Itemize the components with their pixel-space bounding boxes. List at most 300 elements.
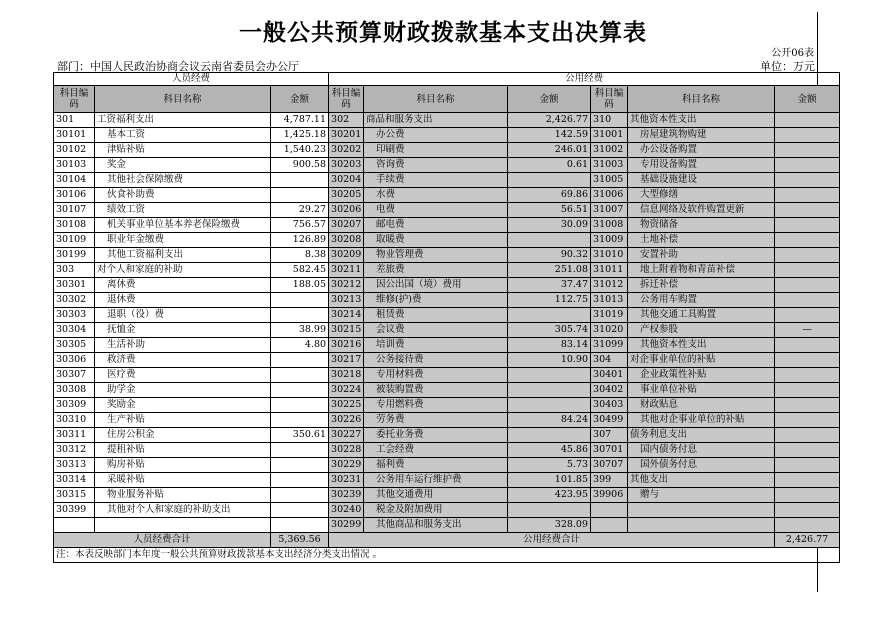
cell-code: 30310 [54,413,95,428]
cell-name: 购房补贴 [95,458,271,473]
cell-amount: 4.80 [271,338,329,353]
table-row [54,353,840,368]
cell-code: 31008 [591,218,628,233]
cell-amount [775,383,840,398]
table-row [54,413,840,428]
cell-amount: 900.58 [271,158,329,173]
cell-code: 30225 [329,398,364,413]
cell-code: 39906 [591,488,628,503]
cell-amount [775,503,840,518]
cell-name: 国内债务付息 [628,443,775,458]
cell-name: 其他商品和服务支出 [364,518,508,533]
cell-amount: 246.01 [508,143,591,158]
cell-code: 30401 [591,368,628,383]
cell-amount [271,293,329,308]
cell-code: 30399 [54,503,95,518]
cell-amount [271,398,329,413]
cell-code: 30499 [591,413,628,428]
cell-amount [508,308,591,323]
cell-code: 30209 [329,248,364,263]
cell-name: 其他交通工具购置 [628,308,775,323]
cell-name: 产权参股 [628,323,775,338]
cell-code: 30309 [54,398,95,413]
cell-name: 其他社会保障缴费 [95,173,271,188]
cell-amount [271,188,329,203]
cell-code: 30304 [54,323,95,338]
cell-name: 租赁费 [364,308,508,323]
cell-name: 被装购置费 [364,383,508,398]
cell-code: 30202 [329,143,364,158]
cell-amount: 126.89 [271,233,329,248]
cell-name: 奖金 [95,158,271,173]
cell-name [628,503,775,518]
cell-amount [775,248,840,263]
report-title: 一般公共预算财政拨款基本支出决算表 [239,20,647,46]
cell-name: 津贴补贴 [95,143,271,158]
table-row [54,128,840,143]
cell-name: 退职（役）费 [95,308,271,323]
cell-amount [271,443,329,458]
cell-name: 其他资本性支出 [628,338,775,353]
cell-name: 提租补贴 [95,443,271,458]
cell-code [54,518,95,533]
cell-code: 30315 [54,488,95,503]
cell-code: 30308 [54,383,95,398]
cell-name: 对个人和家庭的补助 [95,263,271,278]
cell-amount: 37.47 [508,278,591,293]
cell-code: 30199 [54,248,95,263]
header-code: 科目编码 [591,86,628,113]
cell-code: 30227 [329,428,364,443]
table-row [54,278,840,293]
cell-code: 31019 [591,308,628,323]
cell-amount [775,173,840,188]
cell-amount: 582.45 [271,263,329,278]
table-row [54,158,840,173]
cell-name: 生活补助 [95,338,271,353]
cell-amount [775,158,840,173]
cell-amount [775,473,840,488]
group-personnel: 人员经费 [54,73,329,86]
cell-amount [508,383,591,398]
cell-name: 赠与 [628,488,775,503]
cell-code: 30215 [329,323,364,338]
cell-amount [775,353,840,368]
cell-amount: 350.61 [271,428,329,443]
cell-code: 31099 [591,338,628,353]
cell-code: 30217 [329,353,364,368]
cell-amount [775,308,840,323]
cell-name: 税金及附加费用 [364,503,508,518]
cell-code: 30212 [329,278,364,293]
table-row [54,488,840,503]
table-row [54,443,840,458]
cell-code: 30205 [329,188,364,203]
table-row [54,143,840,158]
cell-code: 30103 [54,158,95,173]
cell-code: 30207 [329,218,364,233]
cell-name: 培训费 [364,338,508,353]
cell-name: 公务用车购置 [628,293,775,308]
cell-code: 30228 [329,443,364,458]
cell-amount [271,473,329,488]
cell-name: 土地补偿 [628,233,775,248]
table-row [54,173,840,188]
cell-amount [508,428,591,443]
cell-amount: — [775,323,840,338]
cell-amount [271,488,329,503]
cell-name: 助学金 [95,383,271,398]
table-note: 注：本表反映部门本年度一般公共预算财政拨款基本支出经济分类支出情况 。 [54,548,840,563]
cell-name: 信息网络及软件购置更新 [628,203,775,218]
cell-name: 安置补助 [628,248,775,263]
table-row [54,398,840,413]
cell-name: 其他资本性支出 [628,113,775,128]
cell-name: 工资福利支出 [95,113,271,128]
cell-code: 30206 [329,203,364,218]
header-code: 科目编码 [54,86,95,113]
cell-amount: 112.75 [508,293,591,308]
cell-amount: 1,540.23 [271,143,329,158]
cell-name: 专用材料费 [364,368,508,383]
cell-amount [775,413,840,428]
cell-name: 抚恤金 [95,323,271,338]
cell-name: 职业年金缴费 [95,233,271,248]
cell-code: 30314 [54,473,95,488]
unit-label: 单位：万元 [760,60,815,73]
cell-code: 307 [591,428,628,443]
cell-code: 30107 [54,203,95,218]
cell-code: 30229 [329,458,364,473]
cell-name: 退休费 [95,293,271,308]
table-row [54,428,840,443]
cell-code: 31006 [591,188,628,203]
cell-code [591,503,628,518]
cell-code: 30303 [54,308,95,323]
cell-code: 30707 [591,458,628,473]
table-row [54,218,840,233]
cell-name: 专用燃料费 [364,398,508,413]
cell-amount [508,503,591,518]
cell-amount [775,428,840,443]
cell-amount: 328.09 [508,518,591,533]
cell-code: 30307 [54,368,95,383]
cell-amount [775,293,840,308]
cell-name: 其他工资福利支出 [95,248,271,263]
totals-row [54,533,840,548]
cell-amount [271,383,329,398]
cell-amount [271,458,329,473]
cell-name: 伙食补助费 [95,188,271,203]
cell-amount: 10.90 [508,353,591,368]
cell-name: 机关事业单位基本养老保险缴费 [95,218,271,233]
cell-amount: 69.86 [508,188,591,203]
cell-name: 离休费 [95,278,271,293]
cell-name: 房屋建筑物购建 [628,128,775,143]
cell-amount: 2,426.77 [508,113,591,128]
header-code: 科目编码 [329,86,364,113]
header-amount: 金额 [775,86,840,113]
table-row [54,203,840,218]
table-row [54,188,840,203]
cell-amount [775,458,840,473]
cell-name: 办公设备购置 [628,143,775,158]
cell-amount [271,308,329,323]
cell-code: 30213 [329,293,364,308]
cell-amount: 38.99 [271,323,329,338]
cell-code: 30239 [329,488,364,503]
header-name: 科目名称 [364,86,508,113]
cell-name: 邮电费 [364,218,508,233]
cell-code: 31002 [591,143,628,158]
cell-name: 采暖补贴 [95,473,271,488]
cell-amount [775,113,840,128]
cell-amount: 4,787.11 [271,113,329,128]
cell-code: 30311 [54,428,95,443]
cell-name: 基本工资 [95,128,271,143]
cell-amount: 101.85 [508,473,591,488]
cell-name: 维修(护)费 [364,293,508,308]
table-row [54,458,840,473]
cell-amount: 1,425.18 [271,128,329,143]
cell-amount [775,398,840,413]
cell-code: 30208 [329,233,364,248]
cell-code: 30224 [329,383,364,398]
cell-code: 30402 [591,383,628,398]
cell-code: 30204 [329,173,364,188]
cell-amount: 423.95 [508,488,591,503]
cell-name: 国外债务付息 [628,458,775,473]
cell-name: 手续费 [364,173,508,188]
cell-amount [271,368,329,383]
cell-amount [775,368,840,383]
header-name: 科目名称 [95,86,271,113]
cell-amount: 29.27 [271,203,329,218]
cell-name: 对企事业单位的补贴 [628,353,775,368]
cell-code: 31011 [591,263,628,278]
cell-name: 企业政策性补贴 [628,368,775,383]
cell-code: 31001 [591,128,628,143]
cell-code: 31005 [591,173,628,188]
cell-amount: 56.51 [508,203,591,218]
cell-code: 30106 [54,188,95,203]
cell-amount [775,338,840,353]
cell-name: 水费 [364,188,508,203]
cell-amount [271,503,329,518]
cell-name: 物资储备 [628,218,775,233]
cell-amount [775,143,840,158]
table-row [54,473,840,488]
cell-amount: 5.73 [508,458,591,473]
cell-amount [271,518,329,533]
cell-name: 债务利息支出 [628,428,775,443]
public-total-value: 2,426.77 [775,533,840,548]
cell-name: 生产补贴 [95,413,271,428]
cell-name: 住房公积金 [95,428,271,443]
cell-code: 304 [591,353,628,368]
cell-amount [775,278,840,293]
header-amount: 金额 [271,86,329,113]
cell-name: 奖励金 [95,398,271,413]
table-row [54,338,840,353]
cell-code: 302 [329,113,364,128]
cell-amount: 90.32 [508,248,591,263]
cell-name: 绩效工资 [95,203,271,218]
cell-code: 30218 [329,368,364,383]
cell-code: 30306 [54,353,95,368]
cell-name: 电费 [364,203,508,218]
cell-amount: 84.24 [508,413,591,428]
column-header-row [54,86,840,113]
cell-code: 30211 [329,263,364,278]
cell-amount [508,398,591,413]
table-row [54,113,840,128]
group-header-row [54,73,840,86]
header-amount: 金额 [508,86,591,113]
table-row [54,518,840,533]
cell-name: 大型修缮 [628,188,775,203]
cell-code: 30313 [54,458,95,473]
cell-amount [775,518,840,533]
cell-amount: 45.86 [508,443,591,458]
cell-name [95,518,271,533]
cell-code: 30101 [54,128,95,143]
cell-amount: 305.74 [508,323,591,338]
table-row [54,293,840,308]
cell-code: 30216 [329,338,364,353]
cell-name: 取暖费 [364,233,508,248]
cell-code: 31020 [591,323,628,338]
cell-code: 31009 [591,233,628,248]
cell-name: 财政贴息 [628,398,775,413]
cell-amount: 8.38 [271,248,329,263]
cell-code: 30302 [54,293,95,308]
cell-name: 事业单位补贴 [628,383,775,398]
cell-name: 会议费 [364,323,508,338]
cell-code: 310 [591,113,628,128]
cell-code: 30403 [591,398,628,413]
cell-code: 30231 [329,473,364,488]
cell-name: 委托业务费 [364,428,508,443]
cell-name: 印刷费 [364,143,508,158]
cell-code: 30201 [329,128,364,143]
cell-amount: 30.09 [508,218,591,233]
cell-amount: 83.14 [508,338,591,353]
cell-amount: 756.57 [271,218,329,233]
cell-amount [775,263,840,278]
cell-amount [775,488,840,503]
public-total-label: 公用经费合计 [329,533,775,548]
cell-code: 31012 [591,278,628,293]
cell-code: 30109 [54,233,95,248]
table-row [54,323,840,338]
cell-amount: 142.59 [508,128,591,143]
cell-name: 其他对企事业单位的补贴 [628,413,775,428]
cell-name: 福利费 [364,458,508,473]
cell-amount: 0.61 [508,158,591,173]
cell-amount [775,233,840,248]
cell-name: 拆迁补偿 [628,278,775,293]
cell-amount [775,188,840,203]
cell-code: 30104 [54,173,95,188]
personnel-total-label: 人员经费合计 [54,533,271,548]
cell-name: 商品和服务支出 [364,113,508,128]
table-body [54,113,840,533]
cell-name: 咨询费 [364,158,508,173]
cell-name: 其他交通费用 [364,488,508,503]
cell-name: 工会经费 [364,443,508,458]
cell-code: 30102 [54,143,95,158]
cell-amount [775,443,840,458]
table-row [54,263,840,278]
department-label: 部门：中国人民政治协商会议云南省委员会办公厅 [57,60,299,73]
cell-code: 31003 [591,158,628,173]
cell-name: 公务接待费 [364,353,508,368]
cell-code: 30240 [329,503,364,518]
cell-code: 30226 [329,413,364,428]
cell-amount [271,353,329,368]
cell-name: 物业服务补贴 [95,488,271,503]
cell-name: 救济费 [95,353,271,368]
cell-code: 31013 [591,293,628,308]
cell-code: 30312 [54,443,95,458]
cell-name: 因公出国（境）费用 [364,278,508,293]
cell-name: 基础设施建设 [628,173,775,188]
expenditure-table [53,72,840,563]
cell-amount: 188.05 [271,278,329,293]
table-row [54,368,840,383]
cell-code: 30299 [329,518,364,533]
cell-code: 31007 [591,203,628,218]
note-row [54,548,840,563]
cell-name: 地上附着物和青苗补偿 [628,263,775,278]
cell-amount [508,368,591,383]
cell-code: 303 [54,263,95,278]
table-row [54,233,840,248]
cell-name: 差旅费 [364,263,508,278]
cell-amount: 251.08 [508,263,591,278]
cell-name: 劳务费 [364,413,508,428]
cell-code [591,518,628,533]
cell-name: 办公费 [364,128,508,143]
cell-name [628,518,775,533]
cell-amount [775,203,840,218]
cell-code: 399 [591,473,628,488]
cell-name: 公务用车运行维护费 [364,473,508,488]
cell-code: 31010 [591,248,628,263]
cell-amount [775,128,840,143]
table-row [54,248,840,263]
cell-code: 30301 [54,278,95,293]
cell-name: 物业管理费 [364,248,508,263]
table-row [54,308,840,323]
cell-name: 其他支出 [628,473,775,488]
cell-amount [508,233,591,248]
table-row [54,503,840,518]
personnel-total-value: 5,369.56 [271,533,329,548]
table-row [54,383,840,398]
cell-code: 30203 [329,158,364,173]
cell-code: 30305 [54,338,95,353]
cell-code: 30701 [591,443,628,458]
header-name: 科目名称 [628,86,775,113]
cell-amount [271,173,329,188]
cell-name: 医疗费 [95,368,271,383]
cell-amount [271,413,329,428]
cell-code: 30108 [54,218,95,233]
cell-code: 30214 [329,308,364,323]
form-number: 公开06表 [771,48,814,59]
